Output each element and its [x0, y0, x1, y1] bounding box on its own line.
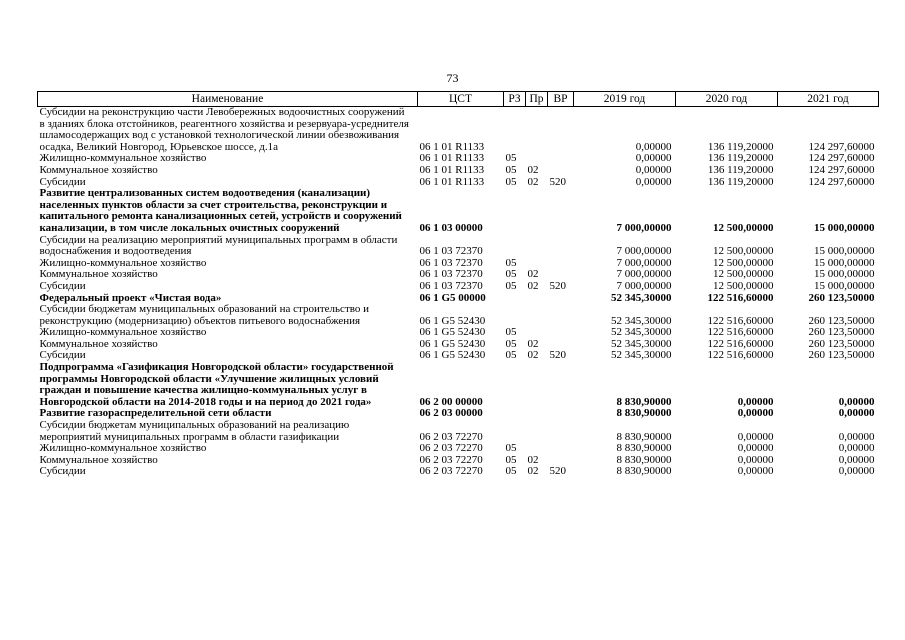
row-vr: 520	[549, 279, 566, 292]
table-row	[38, 420, 879, 443]
row-pr: 02	[527, 279, 539, 292]
row-value-2019: 0,00000	[635, 175, 672, 188]
row-name: Субсидии	[39, 349, 86, 362]
row-pr	[526, 188, 548, 234]
row-name: Подпрограмма «Газификация Новгородской области» государственной программы Новгородской области «Улучшение жилищных условий граждан и повышение качества жилищно-коммунальных услуг в Новгородской области на 2014-2018 годы и на период до 2021 года»	[39, 361, 394, 408]
row-pr: 02	[527, 163, 539, 176]
row-rz: 05	[505, 453, 517, 466]
header-vr: ВР	[548, 92, 574, 107]
row-vr: 520	[549, 349, 566, 362]
row-name: Субсидии	[39, 175, 86, 188]
row-pr: 02	[527, 453, 539, 466]
row-cst: 06 2 03 72270	[419, 465, 483, 478]
row-cst: 06 1 01 R1133	[419, 152, 485, 165]
row-value-2020: 0,00000	[737, 430, 774, 443]
row-pr	[526, 408, 548, 420]
budget-table	[37, 91, 879, 478]
row-name: Субсидии на реконструкцию части Левобережных водоочистных сооружений в зданиях блока отстойников, реагентного хозяйства и резервуара-усреднителя шламосодержащих вод с установкой технологической линии обезвоживания осадка, Великий Новгород, Юрьевское шоссе, д.1а	[39, 106, 409, 153]
row-pr	[526, 420, 548, 443]
row-cst: 06 2 03 72270	[419, 430, 483, 443]
row-name: Субсидии на реализацию мероприятий муниципальных программ в области водоснабжения и водоотведения	[39, 233, 398, 258]
row-vr	[548, 153, 574, 165]
row-value-2019: 8 830,90000	[616, 442, 672, 455]
row-vr	[548, 327, 574, 339]
row-name: Субсидии бюджетам муниципальных образований на строительство и реконструкцию (модернизацию) объектов питьевого водоснабжения	[39, 303, 370, 327]
header-cst: ЦСТ	[418, 92, 504, 107]
header-2021: 2021 год	[778, 92, 879, 107]
row-name: Жилищно-коммунальное хозяйство	[39, 442, 207, 455]
header-2019: 2019 год	[574, 92, 676, 107]
row-value-2020: 136 119,20000	[707, 152, 774, 165]
row-value-2021: 15 000,00000	[814, 221, 875, 234]
row-rz: 05	[505, 268, 517, 281]
row-value-2020: 12 500,00000	[713, 268, 774, 281]
row-value-2019: 52 345,30000	[611, 326, 672, 339]
row-value-2020: 0,00000	[737, 453, 774, 466]
row-value-2019: 0,00000	[635, 163, 672, 176]
row-cst: 06 2 03 00000	[419, 407, 483, 420]
row-value-2020: 12 500,00000	[713, 245, 774, 258]
table-row	[38, 281, 879, 293]
row-value-2020: 136 119,20000	[707, 140, 774, 153]
row-cst: 06 1 01 R1133	[419, 163, 485, 176]
row-value-2021: 260 123,50000	[808, 291, 875, 304]
row-value-2020: 0,00000	[737, 407, 774, 420]
row-value-2019: 8 830,90000	[616, 430, 672, 443]
row-value-2021: 124 297,60000	[808, 175, 875, 188]
row-value-2021: 15 000,00000	[814, 268, 875, 281]
row-pr	[526, 304, 548, 327]
table-row	[38, 107, 879, 154]
table-body	[38, 107, 879, 479]
row-value-2020: 122 516,60000	[707, 314, 774, 327]
row-value-2021: 0,00000	[838, 430, 875, 443]
row-vr	[548, 293, 574, 305]
row-name: Жилищно-коммунальное хозяйство	[39, 256, 207, 269]
table-row	[38, 188, 879, 234]
row-rz	[504, 362, 526, 408]
row-rz: 05	[505, 337, 517, 350]
row-vr	[548, 304, 574, 327]
row-rz	[504, 188, 526, 234]
row-rz: 05	[505, 465, 517, 478]
row-value-2019: 7 000,00000	[616, 279, 672, 292]
row-vr	[548, 188, 574, 234]
row-vr	[548, 362, 574, 408]
row-value-2020: 122 516,60000	[707, 326, 774, 339]
row-rz: 05	[505, 349, 517, 362]
row-value-2019: 52 345,30000	[611, 314, 672, 327]
row-value-2019: 8 830,90000	[616, 453, 672, 466]
row-name: Коммунальное хозяйство	[39, 337, 158, 350]
row-value-2019: 7 000,00000	[616, 268, 672, 281]
row-vr	[548, 420, 574, 443]
row-value-2021: 260 123,50000	[808, 326, 875, 339]
row-rz	[504, 107, 526, 154]
row-name: Федеральный проект «Чистая вода»	[39, 291, 222, 304]
row-value-2019: 7 000,00000	[616, 256, 672, 269]
row-cst: 06 1 G5 52430	[419, 326, 486, 339]
row-name: Жилищно-коммунальное хозяйство	[39, 326, 207, 339]
row-vr	[548, 258, 574, 270]
header-rz: РЗ	[504, 92, 526, 107]
row-cst: 06 1 03 72370	[419, 279, 483, 292]
row-rz	[504, 408, 526, 420]
row-name: Коммунальное хозяйство	[39, 163, 158, 176]
table-row	[38, 235, 879, 258]
row-value-2021: 0,00000	[838, 453, 875, 466]
row-pr	[526, 293, 548, 305]
header-name: Наименование	[38, 92, 418, 107]
row-value-2019: 52 345,30000	[611, 291, 672, 304]
row-value-2021: 0,00000	[838, 465, 875, 478]
row-name: Жилищно-коммунальное хозяйство	[39, 152, 207, 165]
row-value-2019: 0,00000	[635, 140, 672, 153]
row-value-2020: 122 516,60000	[707, 291, 774, 304]
row-name: Субсидии бюджетам муниципальных образований на реализацию мероприятий муниципальных программ в области газификации	[39, 419, 350, 443]
row-vr	[548, 107, 574, 154]
row-value-2019: 52 345,30000	[611, 349, 672, 362]
row-rz: 05	[505, 175, 517, 188]
row-vr: 520	[549, 175, 566, 188]
row-pr	[526, 362, 548, 408]
table-row	[38, 165, 879, 177]
row-cst: 06 2 03 72270	[419, 453, 483, 466]
row-value-2019: 7 000,00000	[616, 245, 672, 258]
row-rz: 05	[505, 279, 517, 292]
row-rz	[504, 235, 526, 258]
row-value-2019: 8 830,90000	[616, 395, 672, 408]
row-value-2019: 8 830,90000	[616, 465, 672, 478]
row-cst: 06 1 G5 52430	[419, 314, 486, 327]
row-value-2021: 260 123,50000	[808, 349, 875, 362]
row-rz	[504, 293, 526, 305]
row-name: Коммунальное хозяйство	[39, 453, 158, 466]
row-pr: 02	[527, 175, 539, 188]
row-value-2019: 52 345,30000	[611, 337, 672, 350]
row-value-2019: 0,00000	[635, 152, 672, 165]
row-cst: 06 1 01 R1133	[419, 175, 485, 188]
row-rz	[504, 420, 526, 443]
row-rz: 05	[505, 163, 517, 176]
row-vr	[548, 165, 574, 177]
row-pr	[526, 235, 548, 258]
row-value-2020: 136 119,20000	[707, 163, 774, 176]
row-value-2021: 260 123,50000	[808, 314, 875, 327]
header-2020: 2020 год	[676, 92, 778, 107]
table-row	[38, 362, 879, 408]
row-name: Субсидии	[39, 465, 86, 478]
row-rz: 05	[505, 152, 517, 165]
row-cst: 06 1 03 72370	[419, 268, 483, 281]
row-value-2020: 122 516,60000	[707, 337, 774, 350]
row-pr: 02	[527, 349, 539, 362]
row-value-2021: 124 297,60000	[808, 163, 875, 176]
row-value-2020: 0,00000	[737, 395, 774, 408]
row-cst: 06 1 03 72370	[419, 245, 483, 258]
table-header-row	[38, 92, 879, 107]
row-value-2020: 0,00000	[737, 465, 774, 478]
row-rz	[504, 304, 526, 327]
row-value-2021: 15 000,00000	[814, 279, 875, 292]
row-cst: 06 2 00 00000	[419, 395, 483, 408]
row-value-2021: 260 123,50000	[808, 337, 875, 350]
row-rz: 05	[505, 326, 517, 339]
row-value-2020: 122 516,60000	[707, 349, 774, 362]
row-cst: 06 1 03 00000	[419, 221, 483, 234]
row-rz: 05	[505, 442, 517, 455]
row-pr	[526, 107, 548, 154]
row-value-2021: 124 297,60000	[808, 140, 875, 153]
row-vr	[548, 443, 574, 455]
row-value-2020: 12 500,00000	[713, 279, 774, 292]
row-vr	[548, 235, 574, 258]
row-value-2019: 8 830,90000	[616, 407, 672, 420]
row-value-2020: 12 500,00000	[713, 256, 774, 269]
row-value-2020: 136 119,20000	[707, 175, 774, 188]
table-row	[38, 466, 879, 478]
row-value-2021: 15 000,00000	[814, 245, 875, 258]
row-value-2021: 15 000,00000	[814, 256, 875, 269]
row-vr	[548, 408, 574, 420]
row-pr: 02	[527, 337, 539, 350]
row-value-2021: 0,00000	[838, 407, 875, 420]
row-name: Развитие газораспределительной сети области	[39, 407, 272, 420]
row-pr: 02	[527, 465, 539, 478]
row-pr: 02	[527, 268, 539, 281]
row-name: Коммунальное хозяйство	[39, 268, 158, 281]
row-value-2020: 12 500,00000	[713, 221, 774, 234]
row-value-2021: 124 297,60000	[808, 152, 875, 165]
row-cst: 06 1 01 R1133	[419, 140, 485, 153]
table-row	[38, 304, 879, 327]
row-cst: 06 1 03 72370	[419, 256, 483, 269]
row-value-2021: 0,00000	[838, 442, 875, 455]
row-value-2019: 7 000,00000	[616, 221, 672, 234]
row-vr: 520	[549, 465, 566, 478]
row-cst: 06 1 G5 52430	[419, 349, 486, 362]
header-pr: Пр	[526, 92, 548, 107]
row-value-2020: 0,00000	[737, 442, 774, 455]
page-number: 73	[446, 71, 459, 85]
row-cst: 06 2 03 72270	[419, 442, 483, 455]
row-name: Субсидии	[39, 279, 86, 292]
row-cst: 06 1 G5 52430	[419, 337, 486, 350]
row-value-2021: 0,00000	[838, 395, 875, 408]
row-cst: 06 1 G5 00000	[419, 291, 486, 304]
row-rz: 05	[505, 256, 517, 269]
row-name: Развитие централизованных систем водоотведения (канализации) населенных пунктов области за счет строительства, реконструкции и капитального ремонта канализационных сетей, устройств и сооружений канализации, в том числе локальных очистных сооружений	[39, 187, 402, 234]
